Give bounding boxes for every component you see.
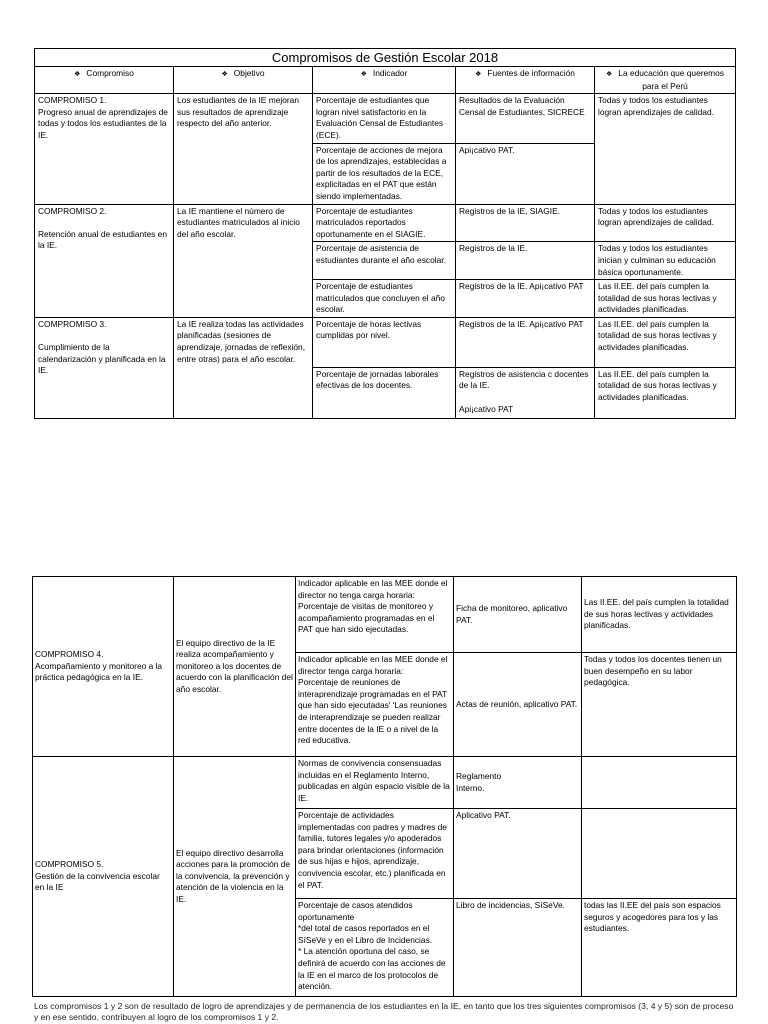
objetivo-cell: El equipo directivo desarrolla acciones para la promoción de la convivencia, la prevención y atención de la violencia en la IE. (174, 757, 296, 997)
objetivo-cell: Los estudiantes de la IE mejoran sus resultados de aprendizaje respecto del año anterior. (174, 94, 313, 204)
indicador-cell: Porcentaje de acciones de mejora de los aprendizajes, establecidas a partir de los resultados de la ECE, explicitadas en el PAT que están siendo implementadas. (313, 143, 456, 204)
compromisos-table-continued (32, 576, 737, 997)
fuente-cell: Registros de la IE, SIAGIE. (456, 204, 595, 242)
indicador-cell: Porcentaje de asistencia de estudiantes durante el año escolar. (313, 242, 456, 280)
table-title: Compromisos de Gestión Escolar 2018 (35, 49, 736, 67)
educacion-cell (582, 809, 737, 899)
fuente-cell: Reglamento Interno. (454, 757, 582, 809)
header-objetivo: ❖ Objetivo (174, 67, 313, 94)
objetivo-cell: La IE realiza todas las actividades planificadas (sesiones de aprendizaje, jornadas de reflexión, entre otras) para el año escolar. (174, 317, 313, 418)
educacion-cell: Todas y todos los estudiantes inician y culminan su educación básica oportunamente. (595, 242, 736, 280)
header-compromiso: ❖ Compromiso (35, 67, 174, 94)
table-row (35, 317, 736, 367)
bullet-icon: ❖ (606, 71, 613, 78)
educacion-cell: Todas y todos los estudiantes logran aprendizajes de calidad. (595, 94, 736, 204)
table-row (33, 577, 737, 653)
indicador-cell: Normas de convivencia consensuadas incluidas en el Reglamento Interno, publicadas en algún espacio visible de la IE. (296, 757, 454, 809)
fuente-cell: Registros de asistencia c docentes de la IE. Api¡cativo PAT (456, 367, 595, 418)
fuente-cell: Registros de la IE. Api¡cativo PAT (456, 317, 595, 367)
fuente-cell: Aplicativo PAT. (454, 809, 582, 899)
table-row (35, 204, 736, 242)
compromiso-cell: COMPROMISO 4. Acompañamiento y monitoreo a la práctica pedagógica en la IE. (33, 577, 174, 757)
indicador-cell: Porcentaje de casos atendidos oportunamente *del total de casos reportados en el SíSeVe y en el Libro de Incidencias. * La atención oportuna del caso, se definirá de acuerdo con las acciones de la IE en el marco de los protocolos de atención. (296, 899, 454, 997)
educacion-cell: Las II.EE. del país cumplen la totalidad de sus horas lectivas y actividades planificadas. (595, 280, 736, 318)
educacion-cell: Todas y todos los docentes tienen un buen desempeño en su labor pedagógica. (582, 653, 737, 757)
bullet-icon: ❖ (360, 71, 367, 78)
fuente-cell: Resultados de la Evaluación Censal de Estudiantes, SICRECE (456, 94, 595, 143)
header-educacion: ❖ La educación que queremos para el Perú (595, 67, 736, 94)
indicador-cell: Porcentaje de actividades implementadas con padres y madres de familia, tutores legales y/o apoderados para brindar orientaciones (información de sus hijas e hijos, aprendizaje, convivencia escolar, etc.) planificada en el PAT. (296, 809, 454, 899)
compromiso-cell: COMPROMISO 2. Retención anual de estudiantes en la IE. (35, 204, 174, 317)
educacion-cell: Las II.EE. del país cumplen la totalidad de sus horas lectivas y actividades planificadas. (582, 577, 737, 653)
fuente-cell: Registros de la IE. (456, 242, 595, 280)
fuente-cell: Ficha de monitoreo, aplicativo PAT. (454, 577, 582, 653)
header-indicador: ❖ Indicador (313, 67, 456, 94)
header-row (35, 67, 736, 94)
compromiso-cell: COMPROMISO 5. Gestión de la convivencia escolar en la IE (33, 757, 174, 997)
indicador-cell: Porcentaje de estudiantes matriculados reportados oportunamente en el SIAGIE. (313, 204, 456, 242)
bullet-icon: ❖ (475, 71, 482, 78)
bullet-icon: ❖ (74, 71, 81, 78)
bullet-icon: ❖ (221, 71, 228, 78)
educacion-cell: Las II.EE. del país cumplen la totalidad de sus horas lectivas y actividades planificadas. (595, 367, 736, 418)
educacion-cell: Todas y todos los estudiantes logran aprendizajes de calidad. (595, 204, 736, 242)
objetivo-cell: El equipo directivo de la IE realiza acompañamiento y monitoreo a los docentes de acuerdo con la planificación del año escolar. (174, 577, 296, 757)
indicador-cell: Indicador aplicable en las MEE donde el director no tenga carga horaria: Porcentaje de visitas de monitoreo y acompañamiento programadas en el PAT que han sido ejecutadas. (296, 577, 454, 653)
indicador-cell: Indicador aplicable en las MEE donde el director tenga carga horaria: Porcentaje de reuniones de interaprendizaje programadas en el PAT que han sido ejecutadas' 'Las reuniones de interaprendizaje se pueden realizar entre docentes de la IE o a nivel de la red educativa. (296, 653, 454, 757)
objetivo-cell: La IE mantiene el número de estudiantes matriculados al inicio del año escolar. (174, 204, 313, 317)
compromiso-cell: COMPROMISO 1. Progreso anual de aprendizajes de todas y todos los estudiantes de la IE. (35, 94, 174, 204)
footnote: Los compromisos 1 y 2 son de resultado de logro de aprendizajes y de permanencia de los estudiantes en la IE, en tanto que los tres siguientes compromisos (3, 4 y 5) son de proceso y en ese sentido, contribuyen al logro de los compromisos 1 y 2. (34, 1001, 734, 1022)
compromiso-cell: COMPROMISO 3. Cumplimiento de la calendarización y planificada en la IE. (35, 317, 174, 418)
fuente-cell: Registros de la IE. Api¡cativo PAT (456, 280, 595, 318)
table-row (35, 94, 736, 143)
fuente-cell: Api¡cativo PAT. (456, 143, 595, 204)
educacion-cell (582, 757, 737, 809)
educacion-cell: Las II.EE. del país cumplen la totalidad de sus horas lectivas y actividades planificadas. (595, 317, 736, 367)
indicador-cell: Porcentaje de estudiantes que logran nivel satisfactorio en la Evaluación Censal de Estudiantes (ECE). (313, 94, 456, 143)
fuente-cell: Actas de reunión, aplicativo PAT. (454, 653, 582, 757)
compromisos-table (34, 48, 736, 419)
table-row (33, 757, 737, 809)
indicador-cell: Porcentaje de estudiantes matriculados que concluyen el año escolar. (313, 280, 456, 318)
educacion-cell: todas las II.EE del país son espacios seguros y acogedores para los y las estudiantes. (582, 899, 737, 997)
indicador-cell: Porcentaje de horas lectivas cumplidas por nivel. (313, 317, 456, 367)
fuente-cell: Libro de incidencias, SíSeVe. (454, 899, 582, 997)
header-fuentes: ❖ Fuentes de información (456, 67, 595, 94)
indicador-cell: Porcentaje de jornadas laborales efectivas de los docentes. (313, 367, 456, 418)
